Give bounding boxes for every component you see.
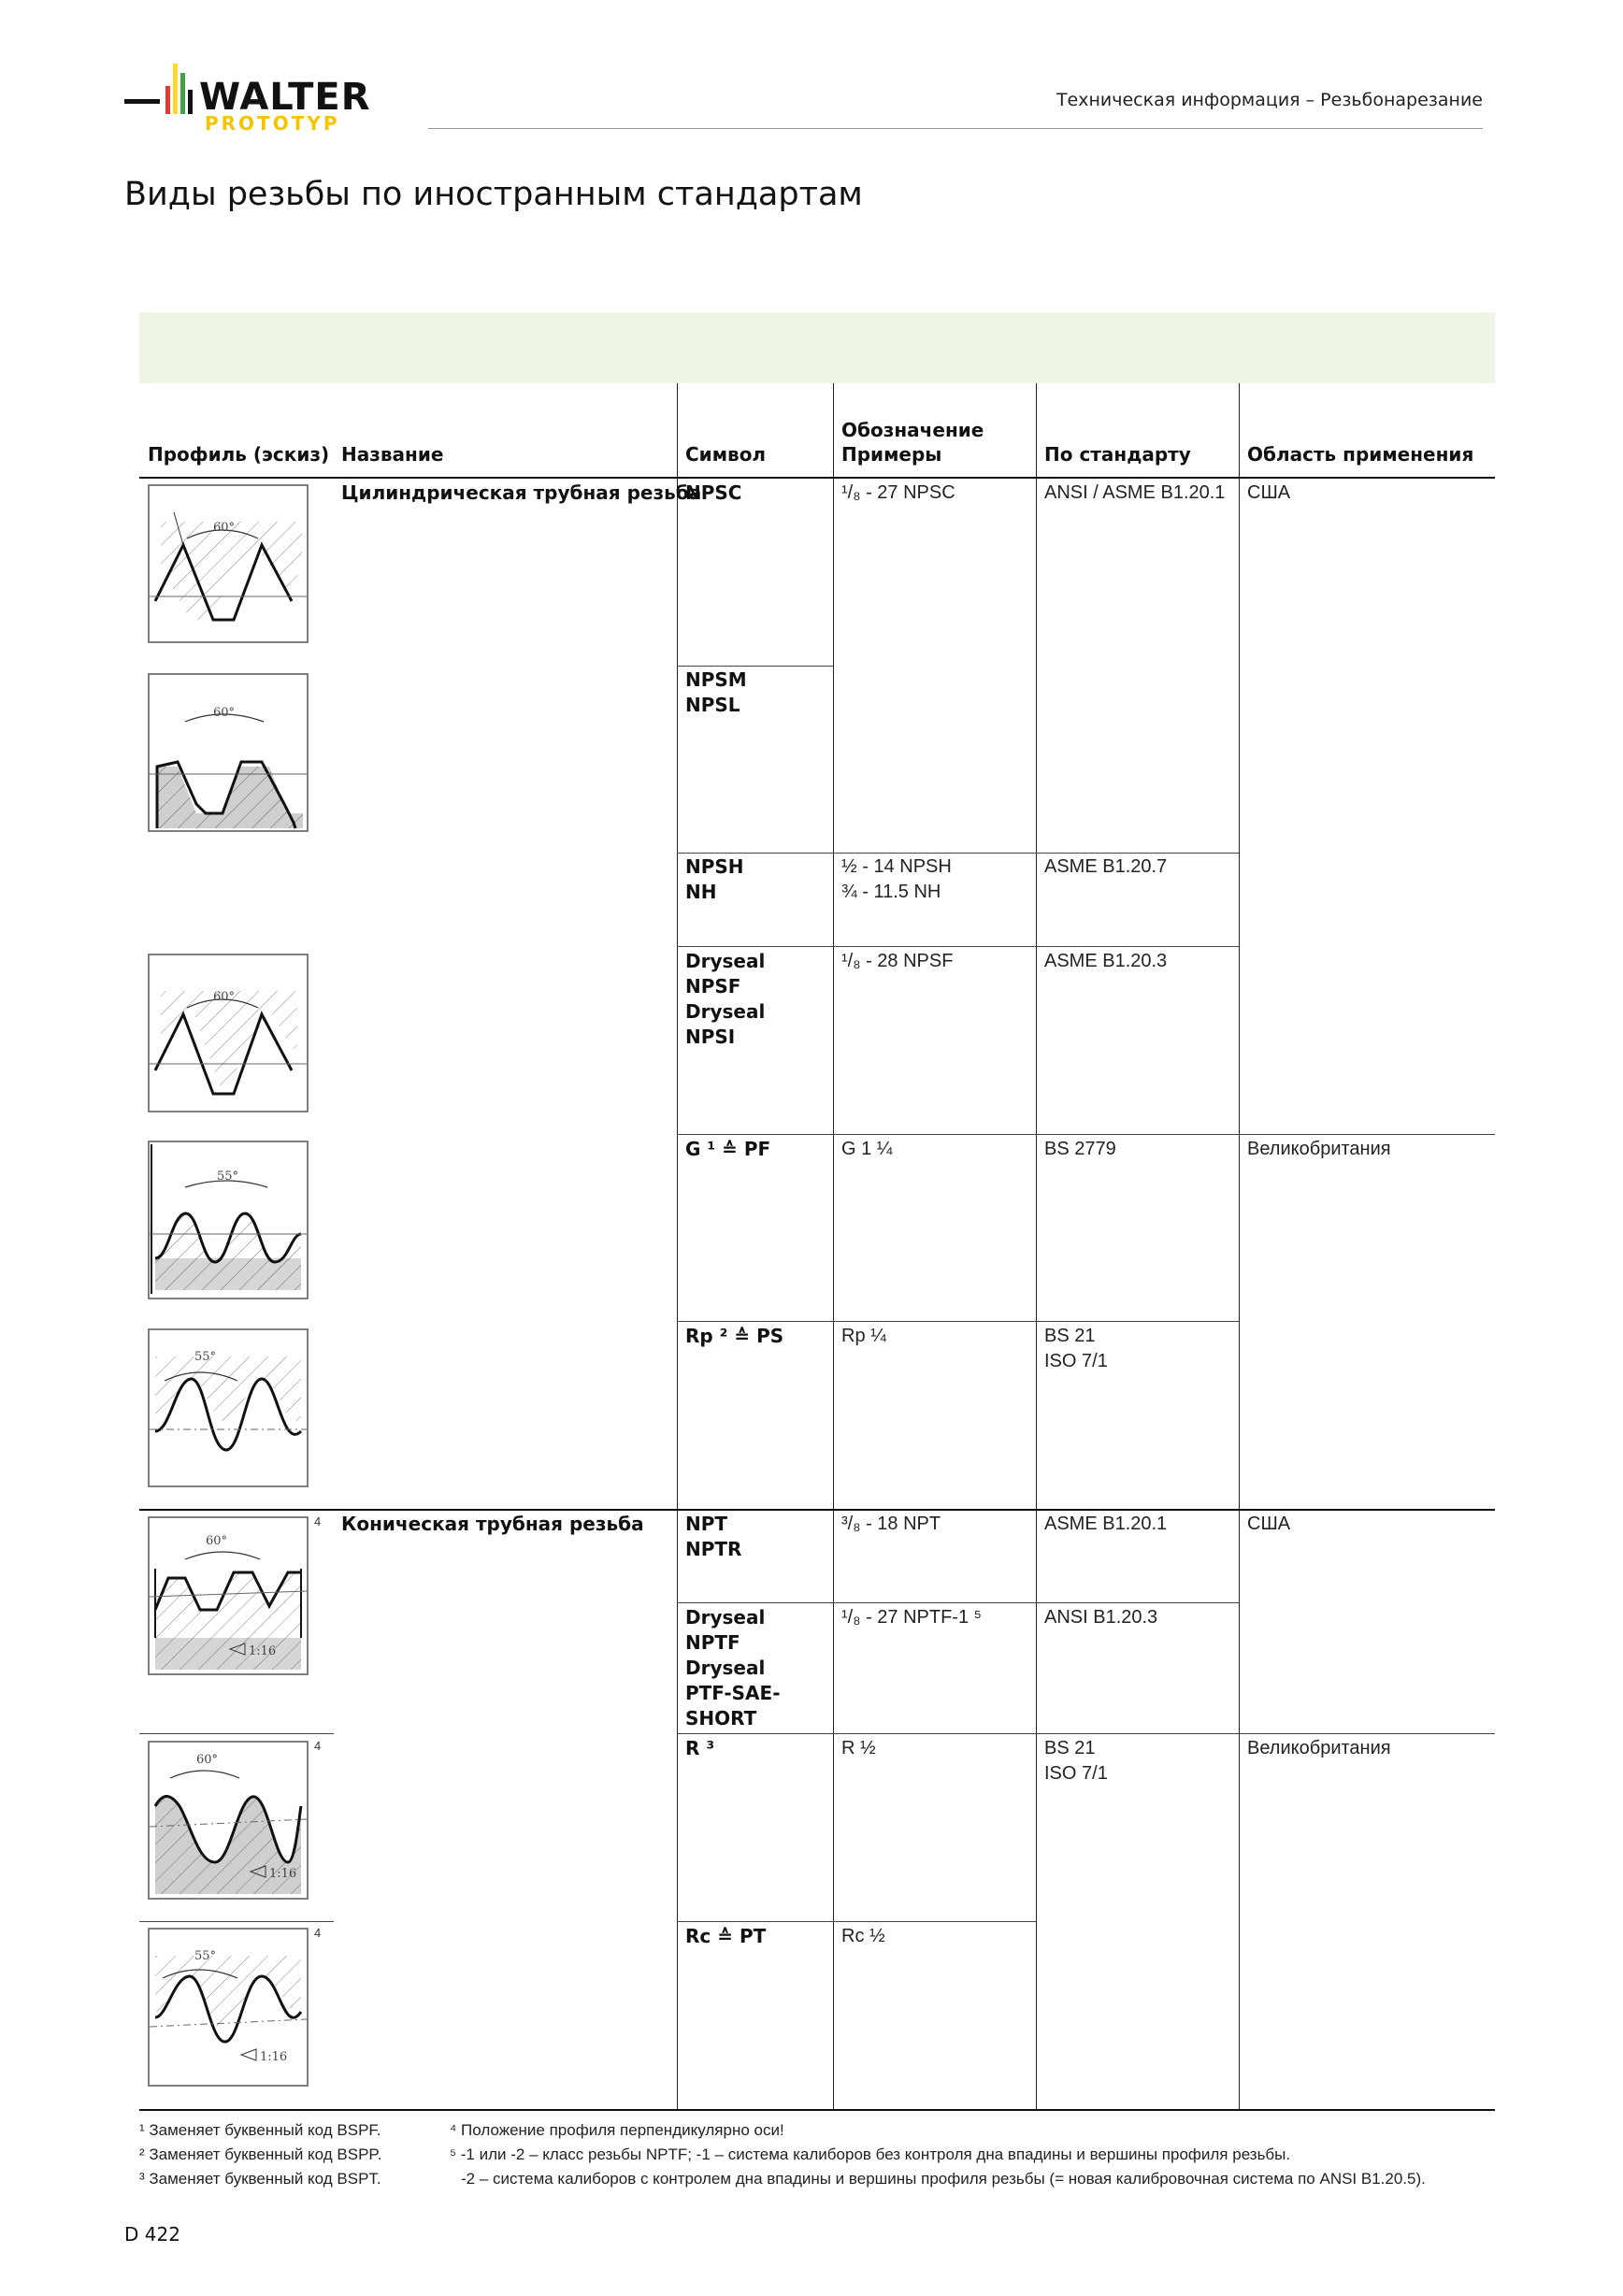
standard-cell: ANSI B1.20.3 [1044, 1607, 1158, 1628]
taper-label: 1:16 [249, 1644, 277, 1658]
angle-label: 55° [217, 1170, 239, 1184]
row-line [677, 1602, 1239, 1603]
page-title: Виды резьбы по иностранным стандартам [124, 176, 863, 213]
logo-subtext: PROTOTYP [205, 112, 340, 135]
header-info: Техническая информация – Резьбонарезание [1056, 90, 1483, 110]
example-cell: ³/₈ - 18 NPT [841, 1514, 941, 1534]
footnotes-right: ⁴ Положение профиля перпендикулярно оси! ⁵ -1 или -2 – класс резьбы NPTF; -1 – система калиборов без контроля дна впадины и вершины профиля резьбы. -2 – система калиборов с контролем дна впадины и вершины профиля резьбы (= новая калибровочная система по ANSI B1.20.5). [450, 2121, 1426, 2188]
example-cell: Rp ¼ [841, 1326, 886, 1346]
standard-cell: BS 21 ISO 7/1 [1044, 1326, 1108, 1371]
example-cell: Rc ½ [841, 1926, 885, 1946]
symbol-cell: R ³ [685, 1737, 715, 1759]
group-name-cylindrical: Цилиндрическая трубная резьба [341, 481, 702, 504]
example-cell: ½ - 14 NPSH ¾ - 11.5 NH [841, 856, 952, 902]
row-line [677, 853, 1239, 854]
row-line [677, 1134, 1495, 1135]
standard-cell: ASME B1.20.1 [1044, 1514, 1168, 1534]
table-banner [139, 312, 1495, 383]
group-rule [139, 1509, 1495, 1511]
profile-sketch-npsf [148, 954, 309, 1116]
profile-sketch-npt [148, 1516, 309, 1679]
row-line [677, 1733, 1495, 1734]
page-number: D 422 [124, 2223, 180, 2246]
row-line [677, 666, 833, 667]
example-cell: G 1 ¼ [841, 1139, 893, 1159]
application-cell: Великобритания [1247, 1738, 1391, 1758]
note-mark: 4 [314, 1739, 322, 1753]
application-cell: США [1247, 1514, 1291, 1534]
symbol-cell: NPSH NH [685, 855, 744, 903]
angle-label: 60° [213, 521, 236, 535]
row-line [139, 1921, 334, 1922]
taper-label: 1:16 [260, 2050, 288, 2064]
col-divider-designation [833, 383, 834, 2111]
standard-cell: ASME B1.20.7 [1044, 856, 1168, 877]
col-divider-application [1239, 383, 1240, 2111]
logo-text: WALTER [199, 76, 371, 119]
example-cell: R ½ [841, 1738, 876, 1758]
angle-label: 60° [213, 990, 236, 1004]
walter-prototyp-logo [124, 60, 405, 138]
col-header-profile: Профиль (эскиз) [148, 443, 330, 466]
col-divider-symbol [677, 383, 678, 2111]
symbol-cell: NPT NPTR [685, 1513, 742, 1560]
symbol-cell: Dryseal NPTF Dryseal PTF-SAE- SHORT [685, 1606, 781, 1729]
symbol-cell: NPSC [685, 481, 742, 504]
col-header-designation: Обозначение Примеры [841, 419, 984, 466]
angle-label: 60° [196, 1753, 219, 1767]
standard-cell: ANSI / ASME B1.20.1 [1044, 482, 1226, 503]
profile-sketch-r [148, 1741, 309, 1903]
angle-label: 60° [206, 1534, 228, 1548]
profile-sketch-rc [148, 1928, 309, 2090]
angle-label: 55° [194, 1350, 217, 1364]
row-line [677, 946, 1239, 947]
application-cell: Великобритания [1247, 1139, 1391, 1159]
symbol-cell: Dryseal NPSF Dryseal NPSI [685, 950, 766, 1048]
example-cell: ¹/₈ - 28 NPSF [841, 951, 954, 971]
header-rule [139, 477, 1495, 479]
col-header-standard: По стандарту [1044, 443, 1191, 466]
header-divider [428, 128, 1483, 129]
symbol-cell: G ¹ ≙ PF [685, 1138, 771, 1160]
symbol-cell: Rc ≙ PT [685, 1925, 767, 1947]
example-cell: ¹/₈ - 27 NPSC [841, 482, 955, 503]
row-line [677, 1921, 1036, 1922]
profile-sketch-g [148, 1141, 309, 1303]
col-header-symbol: Символ [685, 443, 767, 466]
taper-label: 1:16 [269, 1867, 297, 1881]
application-cell: США [1247, 482, 1291, 503]
group-name-conical: Коническая трубная резьба [341, 1513, 644, 1535]
example-cell: ¹/₈ - 27 NPTF-1 ⁵ [841, 1607, 982, 1628]
symbol-cell: Rp ² ≙ PS [685, 1325, 784, 1347]
footnotes-left: ¹ Заменяет буквенный код BSPF. ² Заменяет буквенный код BSPP. ³ Заменяет буквенный код BSPT. [139, 2121, 382, 2188]
profile-sketch-npsc [148, 484, 309, 647]
angle-label: 55° [194, 1949, 217, 1963]
col-header-application: Область применения [1247, 443, 1474, 466]
row-line [677, 1321, 1239, 1322]
standard-cell: ASME B1.20.3 [1044, 951, 1168, 971]
profile-sketch-rp [148, 1328, 309, 1491]
col-header-name: Название [341, 443, 444, 466]
row-line [139, 1733, 334, 1734]
standard-cell: BS 2779 [1044, 1139, 1116, 1159]
standard-cell: BS 21 ISO 7/1 [1044, 1738, 1108, 1784]
profile-sketch-npsm [148, 673, 309, 836]
note-mark: 4 [314, 1926, 322, 1940]
symbol-cell: NPSM NPSL [685, 668, 747, 716]
angle-label: 60° [213, 706, 236, 720]
table-bottom-rule [139, 2109, 1495, 2111]
col-divider-standard [1036, 383, 1037, 2111]
note-mark: 4 [314, 1514, 322, 1528]
